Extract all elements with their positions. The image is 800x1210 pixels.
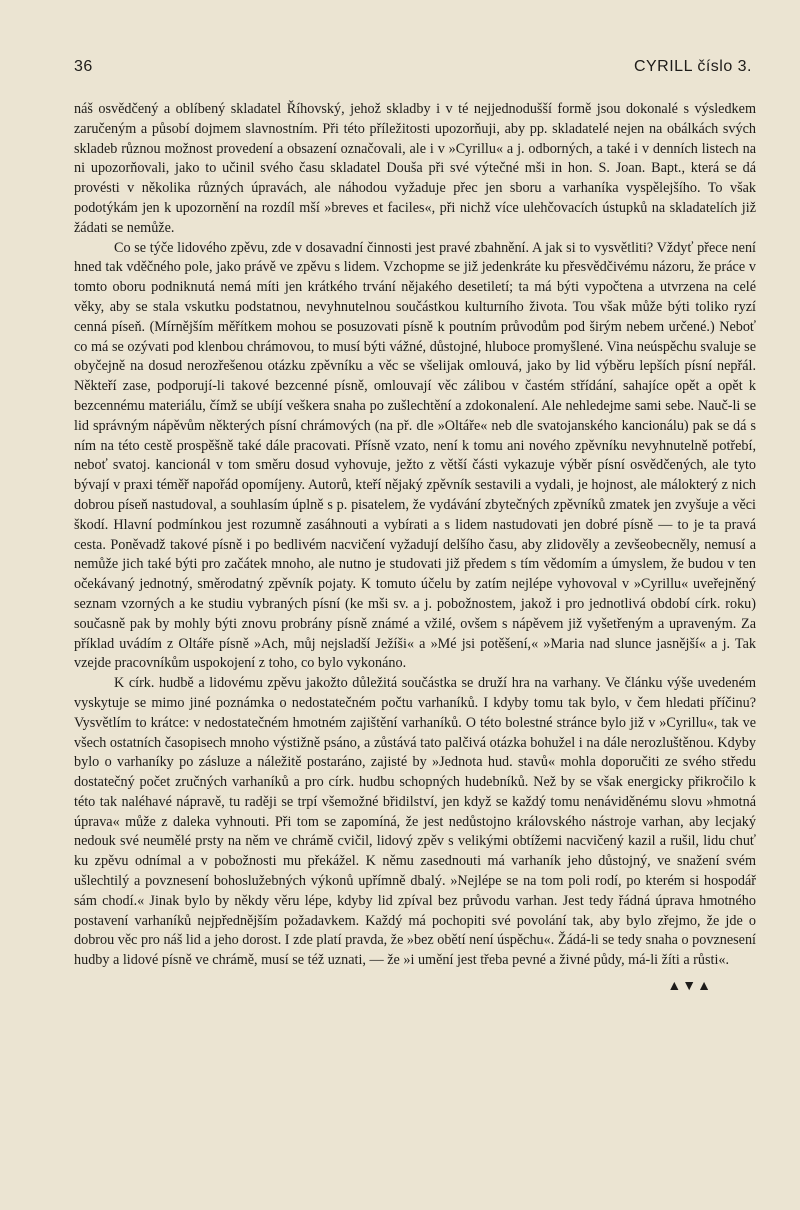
article-body [74, 100, 756, 971]
paragraph-organists: K círk. hudbě a lidovému zpěvu jakožto důležitá součástka se druží hra na varhany. Ve článku výše uvedeném vyskytuje se mimo jiné poznámka o nedostatečném počtu varhaníků. I kdyby tomu tak bylo, v čem hledati příčinu? Vysvětlím to krátce: v nedostatečném hmotném zajištění varhaníků. O této bolestné stránce bylo již v »Cyrillu«, tak ve všech ostatních časopisech mnoho výstižně psáno, a zůstává tato palčivá otázka bohužel i na dále nerozluštěnou. Kdyby bylo o varhaníky po zásluze a náležitě postaráno, zajisté by »Jednota hud. stavů« mohla doporučiti ze svého středu dostatečný počet zručných varhaníků a pro círk. hudbu schopných hudebníků. Než by se však energicky přikročilo k této tak naléhavé nápravě, tu raději se trpí všemožné břidilství, jen když se každý tomu nenáviděnému slovu »hmotná úprava« může z daleka vyhnouti. Při tom se zapomíná, že jest nedůstojno královského nástroje varhan, aby lecjaký nedouk své neumělé prsty na něm ve chrámě cvičil, lidový zpěv s velikými obtížemi nacvičený kazil a rušil, lidu chuť ku zpěvu odnímal a v pobožnosti mu překážel. K němu zasednouti má varhaník jeho důstojný, ve snažení svém ušlechtilý a povznesení bohoslužebných výkonů upřímně dbalý. »Nejlépe se na tom poli rodí, po kterém si hospodář sám chodí.« Jinak bylo by někdy věru lépe, kdyby lid zpíval bez průvodu varhan. Jest tedy řádná úprava hmotného postavení varhaníků nejpřednějším požadavkem. Každý má pochopiti své povolání tak, aby bylo zřejmo, že jde o dobrou věc pro náš lid a jeho dorost. I zde platí pravda, že »bez obětí není úspěchu«. Žádá-li se tedy snaha o povznesení hudby a lidové písně ve chrámě, musí se též uznati, — že »i umění jest třeba pevné a živné půdy, má-li žíti a růsti«. [74, 675, 756, 969]
paragraph-continued: náš osvědčený a oblíbený skladatel Říhovský, jehož skladby i v té nejjednodušší formě jsou dokonalé s výsledkem zaručeným a působí dojmem slavnostním. Při této příležitosti upozorňuji, aby pp. skladatelé nejen na obálkách svých skladeb různou možnost provedení a obsazení označovali, ale i v »Cyrillu« a j. odborných, a také i v denních listech na ni upozorňovali, jako to učinil svého času skladatel Douša při své výtečné mši in hon. S. Joan. Bapt., která se dá provésti v několika různých úpravách, ale náhodou vyžaduje přec jen sboru a varhaníka vyspělejšího. To však podotýkám jen k upozornění na rozdíl mší »breves et faciles«, při nichž více ulehčovacích ústupků na skladatelích již žádati se nemůže. [74, 101, 756, 236]
journal-title: CYRILL číslo 3. [633, 58, 752, 75]
page-number: 36 [74, 58, 93, 75]
paragraph-folk-singing: Co se týče lidového zpěvu, zde v dosavadní činnosti jest pravé zbahnění. A jak si to vysvětliti? Vždyť přece není hned tak vděčného pole, jako právě ve zpěvu s lidem. Vzchopme se již jedenkráte ku přesvědčivému názoru, že práce v tomto oboru podniknutá nemá míti jen krátkého trvání nějakého desetiletí; ta má býti vypočtena a utvrzena na celé věky, aby se stala vskutku podstatnou, nevyhnutelnou součástkou kulturního života. Tou však může býti toliko ryzí cenná píseň. (Mírnějším měřítkem mohou se posuzovati písně k poutním průvodům pod širým nebem určené.) Neboť co má se ozývati pod klenbou chrámovou, to musí býti vážné, důstojné, hluboce promyšlené. Vina neúspěchu svaluje se obyčejně na dosud nerozřešenou otázku zpěvníku a věc se všelijak omlouvá, jako by lid výběru lepších písní nepřál. Někteří zase, podporují-li takové bezcenné písně, omlouvají věc zálibou v častém střídání, sahajíce opět a opět k bezcennému materiálu, čímž se ubíjí veškera snaha po zušlechtění a zdokonalení. Ale nehledejme sami sebe. Nauč-li se lid správným nápěvům některých písní chrámových (na př. dle »Oltáře« neb dle svatojanského kancionálu) pak se dá s ním na této cestě prospěšně také dále pracovati. Přísně vzato, není k tomu ani nového zpěvníku nevyhnutelně potřebí, neboť svatoj. kancionál v tom směru dosud vyhovuje, ježto z větší části vykazuje výběr písní osvědčených, ale tyto bývají v praxi téměř napořád opomíjeny. Autorů, kteří nějaký zpěvník sestavili a vydali, je hojnost, ale málokterý z nich dobrou píseň nastudoval, a souhlasím úplně s p. pisatelem, že vydávání zbytečných zpěvníků zmatek jen zvyšuje a věci škodí. Hlavní podmínkou jest rozumně zasáhnouti a vybírati a s lidem nastudovati jen dobré písně — to je ta pravá cesta. Poněvadž takové písně i po bedlivém nacvičení vyžadují delšího času, aby zlidověly a zevšeobecněly, nemusí a nemůže jich také býti pro začátek mnoho, ale nutno je studovati již předem s tím vědomím a úmyslem, že budou v ten očekávaný jednotný, směrodatný zpěvník pojaty. K tomuto účelu by zatím nejlépe vyhovoval v »Cyrillu« uveřejněný seznam vzorných a ke studiu vybraných písní (ke mši sv. a j. pobožnostem, jakož i pro jednotlivá období círk. roku) současně pak by mohly býti znovu probrány písně známé a vžilé, ovšem s nápěvem již vyšetřeným a upraveným. Za příklad uvádím z Oltáře písně »Ach, můj nejsladší Ježíši« a »Mé jsi potěšení,« »Maria nad slunce jasnější« a j. Tak vzejde pracovníkům uspokojení z toho, co bylo vykonáno. [74, 239, 756, 672]
running-header [74, 58, 756, 76]
end-ornament: ▲▼▲ [667, 979, 712, 995]
